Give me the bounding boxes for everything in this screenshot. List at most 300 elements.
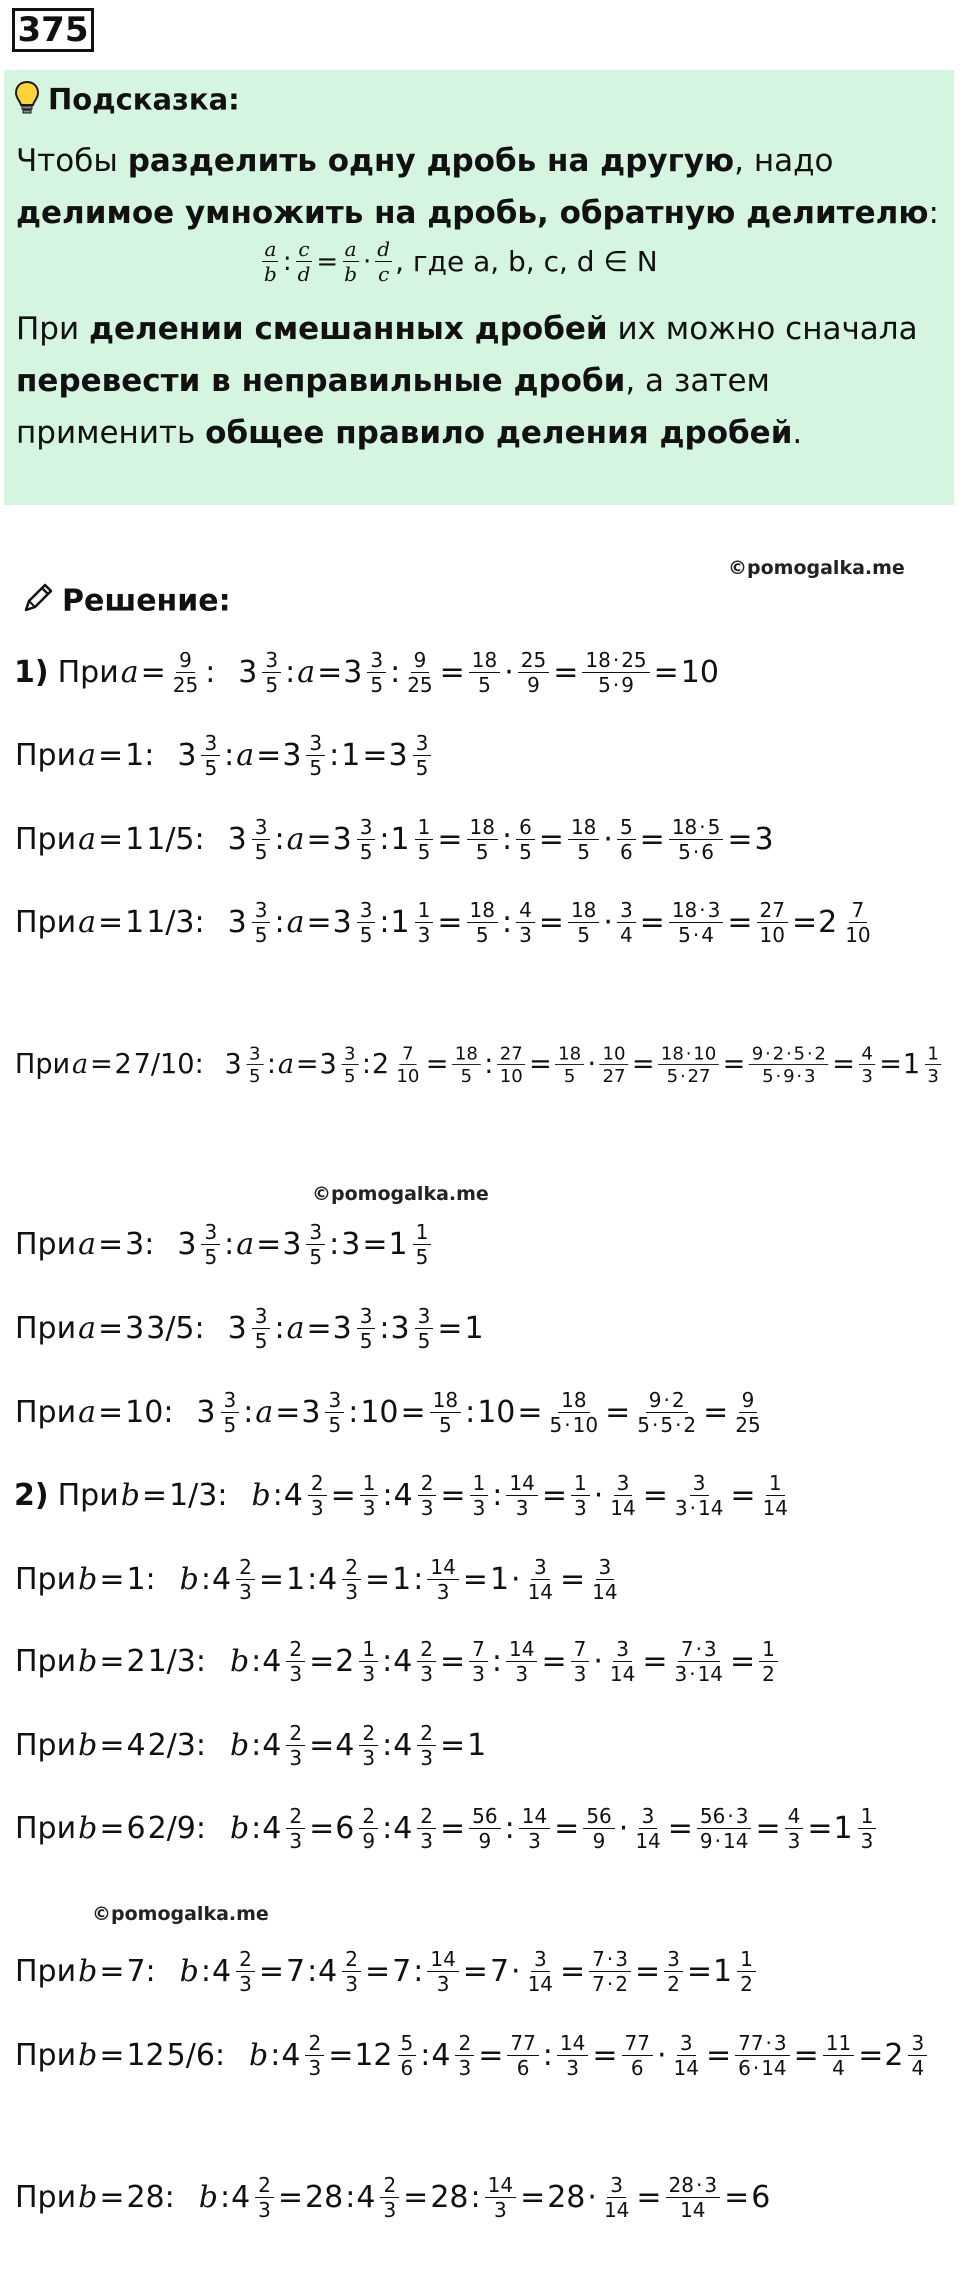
math-token: 28 [305,2180,344,2215]
math-token: 1 [125,822,145,857]
case-expression [229,1638,781,1685]
fraction [427,1948,458,1995]
math-token: 6 [630,2056,644,2080]
math-token: · [612,673,620,697]
math-token: 3 [249,1042,261,1065]
math-token: = [631,1048,655,1081]
mixed-number: 3 $\frac{3}{5}$ [282,732,328,779]
math-token: При [15,1311,77,1346]
math-token: : [285,655,296,690]
math-token: 1 [415,1220,429,1244]
math-token: : [491,1644,502,1679]
fraction [497,1043,525,1086]
math-token: = [98,1311,124,1346]
math-token: b [120,1478,140,1513]
math-token: 3 [566,2056,579,2080]
math-token: : [307,1562,318,1597]
math-token: 1 [768,1471,782,1495]
math-token: 3 [415,731,429,755]
math-token: 10 [360,1395,399,1430]
case-label [14,1644,207,1679]
math-token: 14 [430,1947,456,1971]
math-token: 3 [598,1555,612,1579]
math-token: = [560,1954,586,1989]
math-token: · [796,1064,803,1087]
math-token: = [553,655,579,690]
math-token: При [57,655,119,690]
math-token: 3 [436,1580,450,1604]
math-token: 25 [735,1413,761,1437]
fraction [568,899,599,946]
math-token: При [15,1954,77,1989]
fraction [617,899,636,946]
math-token: 7: [126,1954,156,1989]
math-token: 2 [345,1555,358,1579]
math-token: 3 [674,1496,688,1520]
math-token: 27 [499,1042,523,1065]
fraction [286,1722,305,1769]
math-token: 5 [460,1064,473,1087]
fraction [823,2032,854,2079]
fraction [555,1043,583,1086]
math-token: : [470,2180,481,2215]
math-token: 18 [471,648,498,672]
fraction [342,1556,361,1603]
fraction [418,1472,437,1519]
math-token: · [593,1644,603,1679]
math-token: : [243,1395,254,1430]
math-token: 1 [417,815,431,839]
solution-line [14,816,775,863]
math-token: · [765,1042,771,1065]
math-token: 2 [289,1637,303,1661]
math-token: 7 [402,1042,414,1065]
hint-text-segment: делимое умножить на дробь, обратную делителю [16,195,929,231]
fraction [634,1389,699,1436]
math-token: = [99,1954,125,1989]
math-token: = [98,738,124,773]
math-token: 14 [609,1662,636,1686]
math-token: 3 [515,1662,529,1686]
math-token: При [15,1395,77,1430]
math-token: = [98,822,124,857]
math-token: a [286,1311,305,1346]
case-label [14,1395,174,1430]
fraction [735,2032,790,2079]
math-token: 77 [624,2031,650,2055]
math-token: : [200,1954,211,1989]
math-token: 3 [692,1471,706,1495]
math-token: 56 [472,1804,498,1828]
math-token: 3 [289,1829,303,1853]
math-token: 6 [701,840,714,864]
math-token: · [675,1413,682,1437]
lightbulb-icon [14,80,40,123]
math-token: 1/5: [146,822,205,857]
mixed-number: 3 $\frac{3}{5}$ [333,816,379,863]
math-token: 25 [407,673,433,697]
math-token: = [98,905,124,940]
fraction [398,2032,417,2079]
math-token: 5 [660,1413,674,1437]
math-token: 5 [637,1413,650,1437]
math-token: · [685,1042,692,1065]
math-token: 1 [362,1471,376,1495]
fraction [506,1638,537,1685]
math-token: · [606,1947,614,1971]
mixed-number: 3 $\frac{3}{5}$ [238,649,284,696]
math-token: b [78,1562,98,1597]
math-token: 5 [265,673,279,697]
fraction [469,1805,500,1852]
math-token: 3 [417,923,431,947]
math-token: 5 [254,840,268,864]
fraction [252,899,271,946]
math-token: : [501,822,513,857]
math-token: · [511,1562,521,1597]
case-label [14,1811,207,1846]
math-token: 6 [738,2056,751,2080]
fraction [858,1805,877,1852]
math-token: 5 [475,840,489,864]
math-token: 4 [911,2056,925,2080]
mixed-number: 4 $\frac{2}{3}$ [262,1805,308,1852]
math-token: 18 [671,815,698,839]
hint-paragraph-2 [16,303,946,459]
math-token: · [504,655,514,690]
math-token: 1 [740,1947,753,1971]
math-token: = [275,1395,301,1430]
fraction [413,732,432,779]
math-token: = [440,1644,466,1679]
math-token: 18 [570,815,597,839]
mixed-number: 2 $\frac{3}{4}$ [884,2032,930,2079]
math-token: = [362,1227,388,1262]
math-token: 56 [586,1804,612,1828]
problem-number: 375 [12,8,94,52]
mixed-number: 2 $\frac{1}{3}$ [335,1638,381,1685]
math-token: 5 [598,673,611,697]
math-token: 28 [547,2180,586,2215]
math-token: 3 [362,1746,376,1770]
math-token: 7 [285,1954,306,1989]
math-token: 5 [254,1329,268,1353]
fraction [518,649,549,696]
math-token: 1 [762,1637,775,1661]
math-token: : [501,905,513,940]
math-token: 3 [345,1580,358,1604]
math-token: 3 [436,1972,450,1996]
math-token: 3 [420,1829,434,1853]
math-token: 3 [533,1947,547,1971]
math-token: 3 [911,2031,925,2055]
math-token: 5 [359,840,373,864]
mixed-number: 4 $\frac{2}{3}$ [393,1805,439,1852]
math-token: = [403,2180,429,2215]
math-token: b [78,2180,98,2215]
math-token: = [400,1395,426,1430]
fraction [415,1305,434,1352]
math-token: При [15,1644,77,1679]
division-rule-formula: $\frac{a}{b}$ : $\frac{c}{d}$ = $\frac{a}{b}$ · $\frac{d}{c}$ , где a, b, c, d ∈ N [264,237,658,286]
math-token: 7 [392,1954,412,1989]
solution-line [14,1389,767,1436]
fraction [547,1389,602,1436]
fraction [568,816,599,863]
math-token: 3 [735,1804,749,1828]
solution-line [14,2174,771,2221]
math-token: 3 [254,815,268,839]
math-token: 5 [439,1413,452,1437]
math-token: 3 [420,1746,434,1770]
mixed-number: 3 $\frac{3}{5}$ [225,1043,266,1086]
math-token: = [99,1644,125,1679]
math-token: 3 [773,2031,787,2055]
math-token: · [692,923,700,947]
case-expression [177,732,434,779]
math-token: 1 [574,1471,587,1495]
math-token: = [462,1954,488,1989]
math-token: = [724,2180,750,2215]
fraction [749,1043,829,1086]
math-token: a [120,655,139,690]
math-token: 14 [723,1829,749,1853]
math-token: 9 [783,1064,795,1087]
math-token: · [727,1804,734,1828]
fraction [516,816,535,863]
math-token: 3 [616,1471,630,1495]
math-token: = [365,1954,391,1989]
math-token: = [639,905,665,940]
math-token: 4 [619,923,633,947]
math-token: 3 [515,1496,529,1520]
math-token: 3 [754,822,774,857]
math-token: 3 [787,1829,801,1853]
math-token: 9 [478,1829,492,1853]
mixed-number: 3 $\frac{3}{5}$ [177,732,223,779]
math-token: 56 [699,1804,726,1828]
math-token: 6 [126,1811,146,1846]
part-label: 2) [14,1478,49,1513]
math-token: При [57,1478,119,1513]
solution-line [14,899,877,946]
case-label [57,1478,229,1513]
math-token: = [722,1048,746,1081]
math-token: 14 [680,2198,706,2222]
mixed-number: 4 $\frac{2}{3}$ [262,1722,308,1769]
fraction [467,899,498,946]
math-token: 3 [359,1304,373,1328]
math-token: = [703,1395,729,1430]
part-label: 1) [14,655,49,690]
math-token: 3 [860,1829,874,1853]
mixed-number: 4 $\frac{2}{3}$ [318,1556,364,1603]
solution-line [14,649,720,696]
math-token: · [765,2031,772,2055]
math-token: 9 [179,648,192,672]
fraction [525,1948,556,1995]
math-token: · [695,2173,703,2197]
math-token: 6 [751,2180,771,2215]
math-token: = [437,822,463,857]
math-token: 5 [359,923,373,947]
math-token: 5 [309,1245,323,1269]
math-token: 2 [289,1804,303,1828]
math-token: 18 [558,1042,582,1065]
math-token: 3 [458,2056,472,2080]
mixed-number: 3 $\frac{3}{5}$ [343,649,389,696]
math-token: = [98,1395,124,1430]
fraction [359,1722,378,1769]
math-token: 2 [458,2031,472,2055]
math-token: a [236,738,255,773]
math-token: · [775,1064,782,1087]
math-token: = [362,738,388,773]
math-token: 2 [345,1947,358,1971]
math-token: : [382,1811,393,1846]
fraction [427,1556,458,1603]
fraction [617,816,636,863]
math-token: : [274,822,285,857]
fraction [404,649,435,696]
watermark: ©pomogalka.me [312,1183,489,1205]
math-token: 5 [563,1064,576,1087]
mixed-number: 4 $\frac{2}{3}$ [335,1722,381,1769]
fraction [394,1043,422,1086]
math-token: 7 [680,1637,694,1661]
fraction [485,2174,516,2221]
fraction [760,1472,791,1519]
mixed-number: 3 $\frac{3}{5}$ [228,899,274,946]
math-token: 5 [666,1064,679,1087]
math-token: · [689,1496,696,1520]
math-token: 1: [126,1562,156,1597]
math-token: 2/3: [147,1728,206,1763]
math-token: 25 [520,648,547,672]
mixed-number: 3 $\frac{3}{5}$ [319,1043,360,1086]
case-expression [177,1221,434,1268]
math-token: 5 [549,1413,563,1437]
math-token: 3 [615,1947,628,1971]
math-token: 3 [679,2031,693,2055]
math-token: 7 [592,1947,605,1971]
math-token: 5/6: [166,2038,226,2073]
math-token: 3 [362,1662,376,1686]
math-token: 3 [619,898,633,922]
math-token: 2 [289,1721,303,1745]
math-token: : [504,1811,515,1846]
math-token: 18 [454,1042,478,1065]
math-token: 3 [674,1662,688,1686]
math-token: = [529,1048,552,1081]
math-token: = [306,905,332,940]
math-token: 14 [673,2056,699,2080]
math-token: 18 [671,898,698,922]
case-expression [228,1305,485,1352]
fraction [759,1638,778,1685]
math-token: 3 [254,898,268,922]
math-token: 3 [308,2056,322,2080]
math-token: 27 [759,898,785,922]
math-token: При [15,905,77,940]
math-token: 3 [344,1042,356,1065]
math-token: 2 [762,1662,775,1686]
fraction [658,1043,719,1086]
math-token: 6 [619,840,633,864]
fraction [908,2032,927,2079]
math-token: 5 [478,673,491,697]
watermark: ©pomogalka.me [728,557,905,579]
math-token: 2/9: [147,1811,206,1846]
math-token: 3 [472,1662,485,1686]
math-token: 14 [487,2173,514,2197]
math-token: = [437,905,463,940]
math-token: = [440,1811,466,1846]
fraction [669,816,724,863]
math-token: · [564,1413,571,1437]
mixed-number: 3 $\frac{3}{5}$ [228,816,274,863]
math-token: 2 [239,1947,252,1971]
fraction [525,1556,556,1603]
fraction [452,1043,480,1086]
math-token: : [382,1478,393,1513]
mixed-number: 1 $\frac{1}{2}$ [713,1948,759,1995]
math-token: 18 [469,898,495,922]
fraction [859,1043,876,1086]
math-token: = [140,655,166,690]
fraction [306,732,325,779]
math-token: 1 [392,1562,412,1597]
math-token: 1 [285,1562,306,1597]
math-token: 4 [832,2056,845,2080]
math-token: = [686,1954,713,1989]
fraction [252,816,271,863]
math-token: 5 [475,923,489,947]
math-token: 3 [803,1064,816,1087]
math-token: = [639,822,665,857]
fraction [221,1389,240,1436]
math-token: = [653,655,679,690]
math-token: = [306,822,332,857]
math-token: 6 [519,815,532,839]
fraction [519,1805,550,1852]
math-token: 2 [114,1048,132,1081]
math-token: 11 [825,2031,852,2055]
math-token: 10 [602,1042,626,1065]
fraction [571,1638,590,1685]
math-token: 4 [861,1042,873,1065]
fraction [255,2174,274,2221]
fraction [286,1805,305,1852]
math-token: 1 [472,1471,486,1495]
math-token: 9 [648,1388,662,1412]
math-token: При [15,1728,77,1763]
mixed-number: 4 $\frac{2}{3}$ [431,2032,477,2079]
math-token: 1: [125,738,155,773]
math-token: b [229,1728,250,1763]
case-label [14,1227,155,1262]
math-token: · [695,1637,702,1661]
math-token: 5 [309,756,323,780]
hint-text-segment: разделить одну дробь на другую [127,143,735,179]
math-token: 3 [309,731,323,755]
fraction [469,649,500,696]
math-token: 10 [845,923,871,947]
case-label [14,1311,206,1346]
math-token: 9 [362,1829,376,1853]
math-token: При [15,1227,77,1262]
math-token: 5 [577,923,591,947]
